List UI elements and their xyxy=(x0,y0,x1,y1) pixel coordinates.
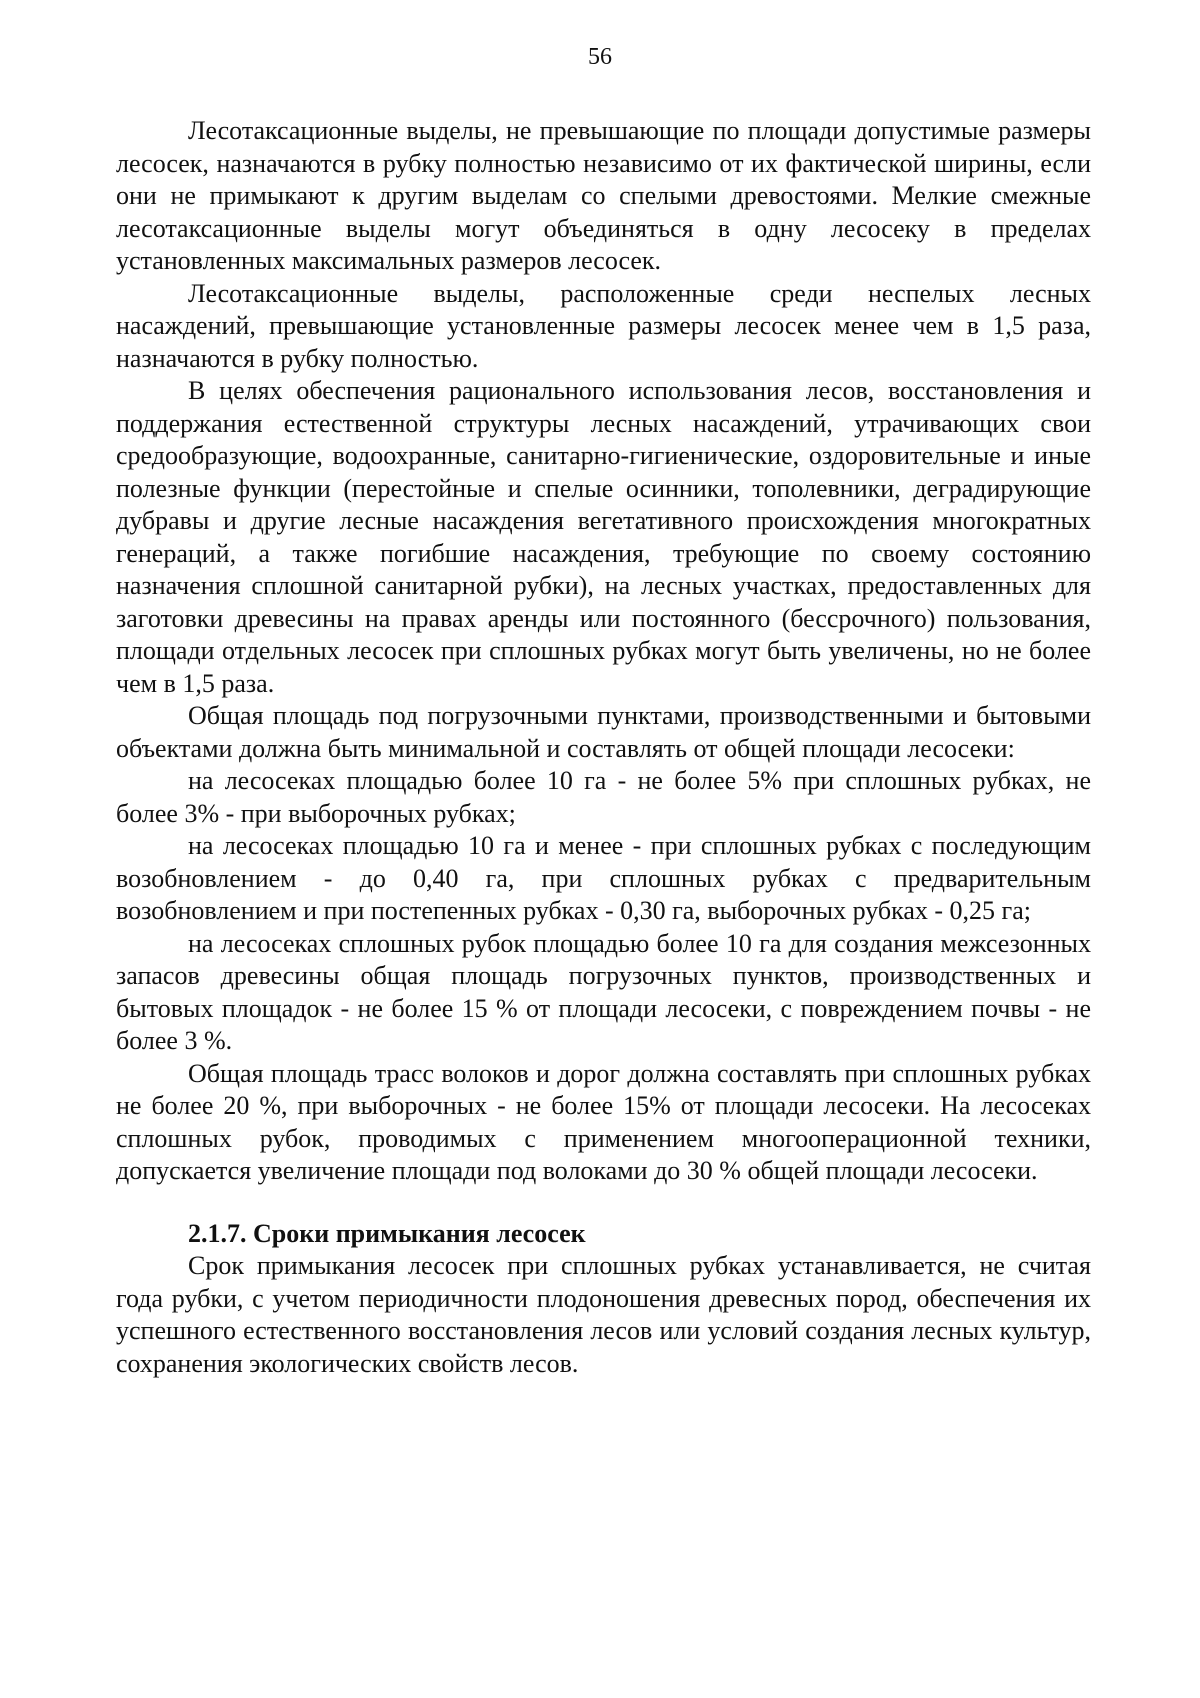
paragraph-4: Общая площадь под погрузочными пунктами, производственными и бытовыми объектами должна быть минимальной и составлять от общей площади лесосеки: xyxy=(116,701,1091,763)
paragraph-3: В целях обеспечения рационального использования лесов, восстановления и поддержания естественной структуры лесных насаждений, утрачивающих свои средообразующие, водоохранные, санитарно-гигиенические, оздоровительные и иные полезные функции (перестойные и спелые осинники, тополевники, деградирующие дубравы и другие лесные насаждения вегетативного происхождения многократных генераций, а также погибшие насаждения, требующие по своему состоянию назначения сплошной санитарной рубки), на лесных участках, предоставленных для заготовки древесины на правах аренды или постоянного (бессрочного) пользования, площади отдельных лесосек при сплошных рубках могут быть увеличены, но не более чем в 1,5 раза. xyxy=(116,376,1091,698)
paragraph-1: Лесотаксационные выделы, не превышающие по площади допустимые размеры лесосек, назначаются в рубку полностью независимо от их фактической ширины, если они не примыкают к другим выделам со спелыми древостоями. Мелкие смежные лесотаксационные выделы могут объединяться в одну лесосеку в пределах установленных максимальных размеров лесосек. xyxy=(116,116,1091,275)
paragraph-7: на лесосеках сплошных рубок площадью более 10 га для создания межсезонных запасов древесины общая площадь погрузочных пунктов, производственных и бытовых площадок - не более 15 % от площади лесосеки, с повреждением почвы - не более 3 %. xyxy=(116,928,1091,1055)
paragraph-2: Лесотаксационные выделы, расположенные среди неспелых лесных насаждений, превышающие установленные размеры лесосек менее чем в 1,5 раза, назначаются в рубку полностью. xyxy=(116,278,1091,373)
document-body xyxy=(116,115,1091,1380)
paragraph-5: на лесосеках площадью более 10 га - не более 5% при сплошных рубках, не более 3% - при выборочных рубках; xyxy=(116,766,1091,828)
section-heading: 2.1.7. Сроки примыкания лесосек xyxy=(188,1218,586,1248)
paragraph-6: на лесосеках площадью 10 га и менее - при сплошных рубках с последующим возобновлением - до 0,40 га, при сплошных рубках с предварительным возобновлением и при постепенных рубках - 0,30 га, выборочных рубках - 0,25 га; xyxy=(116,831,1091,925)
page-number: 56 xyxy=(588,44,612,70)
section-paragraph-1: Срок примыкания лесосек при сплошных рубках устанавливается, не считая года рубки, с учетом периодичности плодоношения древесных пород, обеспечения их успешного естественного восстановления лесов или условий создания лесных культур, сохранения экологических свойств лесов. xyxy=(116,1251,1091,1378)
paragraph-8: Общая площадь трасс волоков и дорог должна составлять при сплошных рубках не более 20 %, при выборочных - не более 15% от площади лесосеки. На лесосеках сплошных рубок, проводимых с применением многооперационной техники, допускается увеличение площади под волоками до 30 % общей площади лесосеки. xyxy=(116,1058,1091,1185)
